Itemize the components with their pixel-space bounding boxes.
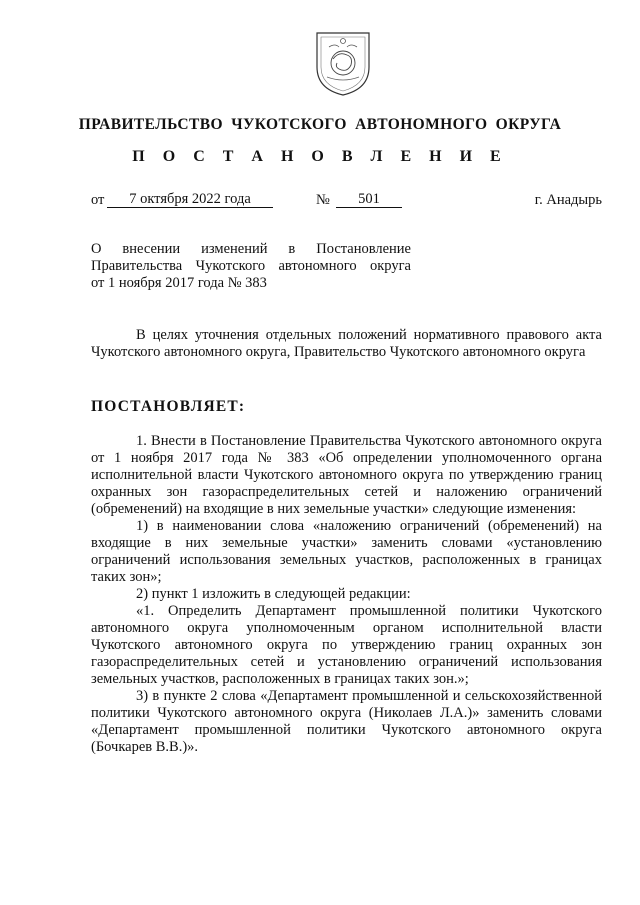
document-number: 501 — [336, 192, 402, 208]
item-paragraph-4: «1. Определить Департамент промышленной политики Чукотского автономного округа уполномоченным органом исполнительной власти Чукотского автономного округа по утверждению границ охранных зон газораспределительных сетей и установлению ограничений использования земельных участков, расположенных в границах таких зон.»; — [91, 603, 602, 687]
resolves-heading: ПОСТАНОВЛЯЕТ: — [91, 398, 246, 415]
number-label: № — [316, 192, 330, 208]
preamble-paragraph: В целях уточнения отдельных положений нормативного правового акта Чукотского автономного округа, Правительство Чукотского автономного округа — [91, 327, 602, 360]
city-label: г. Анадырь — [534, 192, 602, 208]
item-paragraph-5: 3) в пункте 2 слова «Департамент промышленной и сельскохозяйственной политики Чукотского автономного округа (Николаев Л.А.)» заменить словами «Департамент промышленной политики Чукотского автономного округа (Бочкарев В.В.)». — [91, 688, 602, 755]
subject-line-2: Правительства Чукотского автономного округа — [91, 258, 411, 274]
government-title: ПРАВИТЕЛЬСТВО ЧУКОТСКОГО АВТОНОМНОГО ОКРУГА — [78, 116, 562, 133]
date-prefix-label: от — [91, 192, 105, 208]
document-type-title: П О С Т А Н О В Л Е Н И Е — [132, 148, 508, 165]
subject-line-1: О внесении изменений в Постановление — [91, 241, 411, 257]
document-date: 7 октября 2022 года — [107, 192, 273, 208]
decree-items — [91, 433, 602, 756]
document-subject — [91, 241, 411, 292]
item-paragraph-2: 1) в наименовании слова «наложению ограничений (обременений) на входящие в них земельные участки» заменить словами «установлению ограничений использования земельных участков, расположенных в границах таких зон»; — [91, 518, 602, 585]
subject-line-3: от 1 ноября 2017 года № 383 — [91, 275, 267, 291]
item-paragraph-3: 2) пункт 1 изложить в следующей редакции: — [136, 586, 411, 602]
coat-of-arms-emblem — [313, 27, 373, 97]
item-paragraph-1: 1. Внести в Постановление Правительства Чукотского автономного округа от 1 ноября 2017 года № 383 «Об определении уполномоченного органа исполнительной власти Чукотского автономного округа по утверждению границ охранных зон газораспределительных сетей и наложению ограничений (обременений) на входящие в них земельные участки» следующие изменения: — [91, 433, 602, 517]
